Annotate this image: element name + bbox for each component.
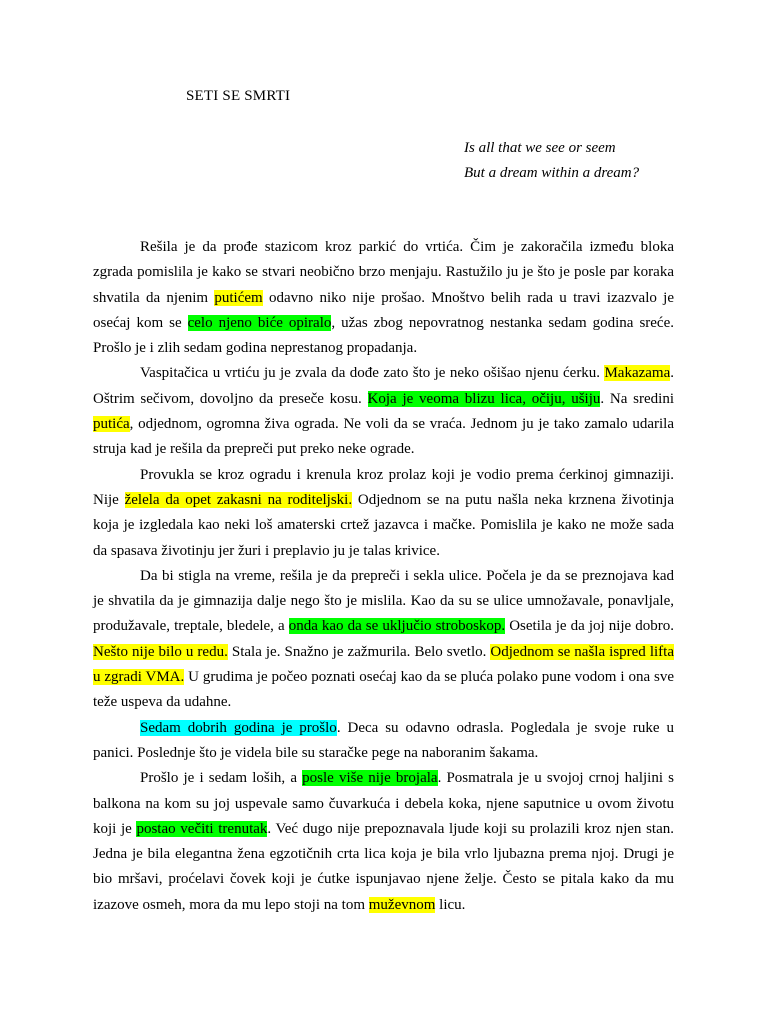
paragraph-text: Rešila je da prođe stazicom kroz parkić do vrtića. Čim je zakoračila između bloka zgrada pomislila je kako se stvari neobično brzo menjaju. Rastužilo ju je što je posle par koraka shvatila da njenim: [93, 239, 674, 306]
paragraph-text: odavno niko nije prošao. Mnoštvo belih rada u travi izazvalo je osećaj kom se: [93, 289, 674, 331]
paragraph-text: . Deca su odavno odrasla. Pogledala je svoje ruke u panici. Poslednje što je videla bile su staračke pege na naboranim šakama.: [93, 719, 674, 761]
epigraph-line: Is all that we see or seem: [464, 140, 616, 156]
paragraph-text: Prošlo je i sedam loših, a: [140, 770, 303, 787]
highlighted-text: onda kao da se uključio stroboskop.: [288, 618, 506, 635]
highlighted-text: postao večiti trenutak: [136, 820, 268, 837]
highlighted-text: Odjednom se našla ispred lifta u zgradi VMA.: [93, 643, 674, 686]
paragraph-text: Osetila je da joj nije dobro.: [505, 618, 674, 635]
paragraph: [93, 235, 674, 361]
highlighted-text: muževnom: [368, 896, 436, 913]
highlighted-text: celo njeno biće opiralo: [187, 314, 332, 331]
highlighted-text: Nešto nije bilo u redu.: [93, 643, 228, 660]
paragraph-text: U grudima je počeo poznati osećaj kao da se pluća polako pune vodom i ona sve teže uspeva da udahne.: [93, 669, 674, 711]
paragraph-text: , užas zbog nepovratnog nestanka sedam godina sreće. Prošlo je i zlih sedam godina neprestanog propadanja.: [93, 314, 675, 357]
highlighted-text: Koja je veoma blizu lica, očiju, ušiju: [367, 390, 601, 407]
paragraph-text: . Već dugo nije prepoznavala ljude koji su prolazili kroz njen stan. Jedna je bila elegantna žena egzotičnih crta lica koja je bila vrlo ljubazna prema njoj. Drugi je bio mršavi, proćelavi čovek koji je ćutke ispunjavao njene želje. Često se pitala kako da mu izazove osmeh, mora da mu lepo stoji na tom: [93, 820, 674, 913]
paragraph: [93, 564, 674, 716]
epigraph-line: But a dream within a dream?: [464, 165, 640, 181]
paragraph-text: , odjednom, ogromna živa ograda. Ne voli da se vraća. Jednom ju je tako zamalo udarila struja kad je rešila da prepreči put preko neke ograde.: [93, 416, 674, 458]
highlighted-text: posle više nije brojala: [302, 770, 438, 787]
paragraph: [93, 463, 674, 564]
paragraph-text: Provukla se kroz ogradu i krenula kroz prolaz koji je vodio prema ćerkinoj gimnaziji. Nije: [93, 466, 674, 508]
story-body: [93, 235, 674, 918]
paragraph-text: . Na sredini: [600, 390, 674, 407]
paragraph: [93, 716, 674, 767]
highlighted-text: putića: [93, 416, 130, 433]
highlighted-text: Makazama: [604, 365, 671, 382]
highlighted-text: putićem: [214, 289, 263, 306]
paragraph-text: Vaspitačica u vrtiću ju je zvala da dođe zato što je neko ošišao njenu ćerku.: [140, 365, 605, 382]
epigraph: [464, 136, 639, 186]
paragraph-text: Da bi stigla na vreme, rešila je da prepreči i sekla ulice. Počela je da se preznojava kad je shvatila da je gimnazija dalje nego što je mislila. Kao da su se ulice umnožavale, ponavljale, produžavale, treptale, bledele, a: [93, 567, 674, 635]
paragraph: [93, 766, 674, 918]
paragraph-text: licu.: [435, 896, 466, 913]
highlighted-text: Sedam dobrih godina je prošlo: [140, 719, 337, 736]
paragraph: [93, 361, 674, 462]
paragraph-text: Odjednom se na putu našla neka krznena životinja koja je izgledala kao neki loš amaterski crtež jazavca i mačke. Pomislila je kako ne može sada da spasava životinju jer žuri i preplavio ju je talas krivice.: [93, 491, 674, 559]
highlighted-text: želela da opet zakasni na roditeljski.: [124, 491, 353, 508]
paragraph-text: . Oštrim sečivom, dovoljno da preseče kosu.: [93, 365, 674, 407]
document-title: SETI SE SMRTI: [186, 88, 291, 104]
paragraph-text: . Posmatrala je u svojoj crnoj haljini s balkona na kom su joj uspevale samo čuvarkuća i debela koka, njene saputnice u ovom životu koji je: [93, 770, 674, 837]
paragraph-text: Stala je. Snažno je zažmurila. Belo svetlo.: [227, 643, 491, 660]
